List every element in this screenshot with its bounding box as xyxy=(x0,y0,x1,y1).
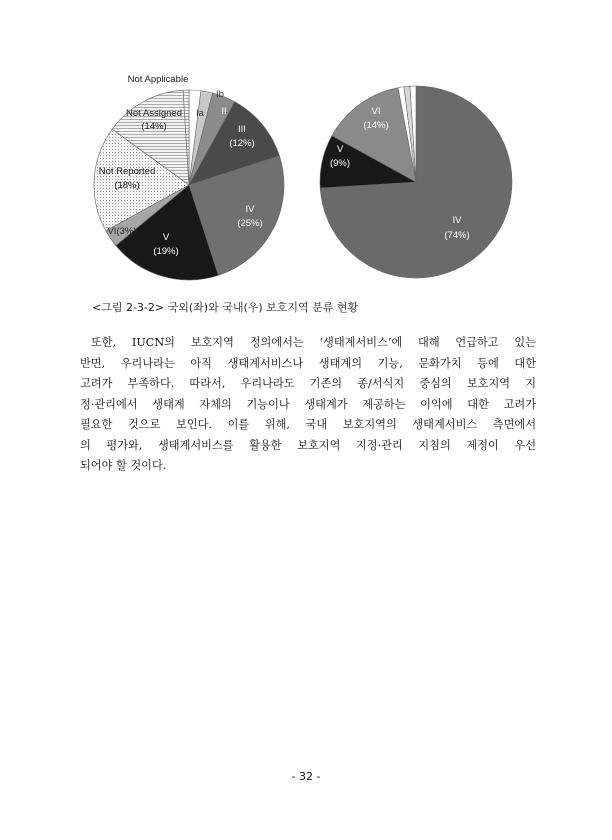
slice-value: (14%) xyxy=(363,120,389,131)
slice-label: Ia xyxy=(196,108,204,119)
slice-label: V xyxy=(336,144,344,155)
slice-value: (14%) xyxy=(141,121,167,132)
paragraph-line: 고려가 부족하다. 따라서, 우리나라도 기존의 종/서식지 중심의 보호지역 지 xyxy=(80,377,536,390)
slice-label: VI(3%) xyxy=(107,226,137,237)
slice-label: II xyxy=(221,106,227,117)
paragraph-line: 되어야 할 것이다. xyxy=(80,459,167,472)
slice-value: (74%) xyxy=(444,230,470,241)
slice-label: Not Assigned xyxy=(126,108,182,119)
slice-value: (9%) xyxy=(329,158,351,169)
paragraph-line: 정·관리에서 생태계 자체의 기능이나 생태계가 제공하는 이익에 대한 고려가 xyxy=(80,397,536,411)
slice-value: (19%) xyxy=(153,246,179,257)
pie-chart-domestic xyxy=(316,82,516,282)
slice-label: VI xyxy=(371,106,381,117)
slice-label: IV xyxy=(452,215,462,226)
paragraph-line: 필요한 것으로 보인다. 이를 위해, 국내 보호지역의 생태계서비스 측면에서 xyxy=(80,418,536,431)
paragraph-line: 반면, 우리나라는 아직 생태계서비스나 생태계의 기능, 문화가치 등에 대한 xyxy=(80,356,536,370)
slice-label: Ib xyxy=(216,89,224,100)
slice-label: III xyxy=(238,124,246,135)
paragraph-line: 또한, IUCN의 보호지역 정의에서는 ‘생태계서비스’에 대해 언급하고 있는 xyxy=(91,336,536,349)
slice-label: V xyxy=(162,232,170,243)
paragraph-line: 의 평가와, 생태계서비스를 활용한 보호지역 지정·관리 지침의 제정이 우선 xyxy=(80,438,536,452)
slice-value: (25%) xyxy=(237,218,263,229)
body-paragraph xyxy=(80,333,536,477)
slice-label: Not Applicable xyxy=(127,74,189,85)
page-number: - 32 - xyxy=(291,770,321,783)
slice-label: IV xyxy=(245,204,255,215)
slice-value: (18%) xyxy=(114,180,140,191)
pie-chart-international xyxy=(84,70,294,280)
slice-label: Not Reported xyxy=(98,166,156,177)
figure-caption: <그림 2-3-2> 국외(좌)와 국내(우) 보호지역 분류 현황 xyxy=(92,301,359,314)
slice-value: (12%) xyxy=(229,138,255,149)
